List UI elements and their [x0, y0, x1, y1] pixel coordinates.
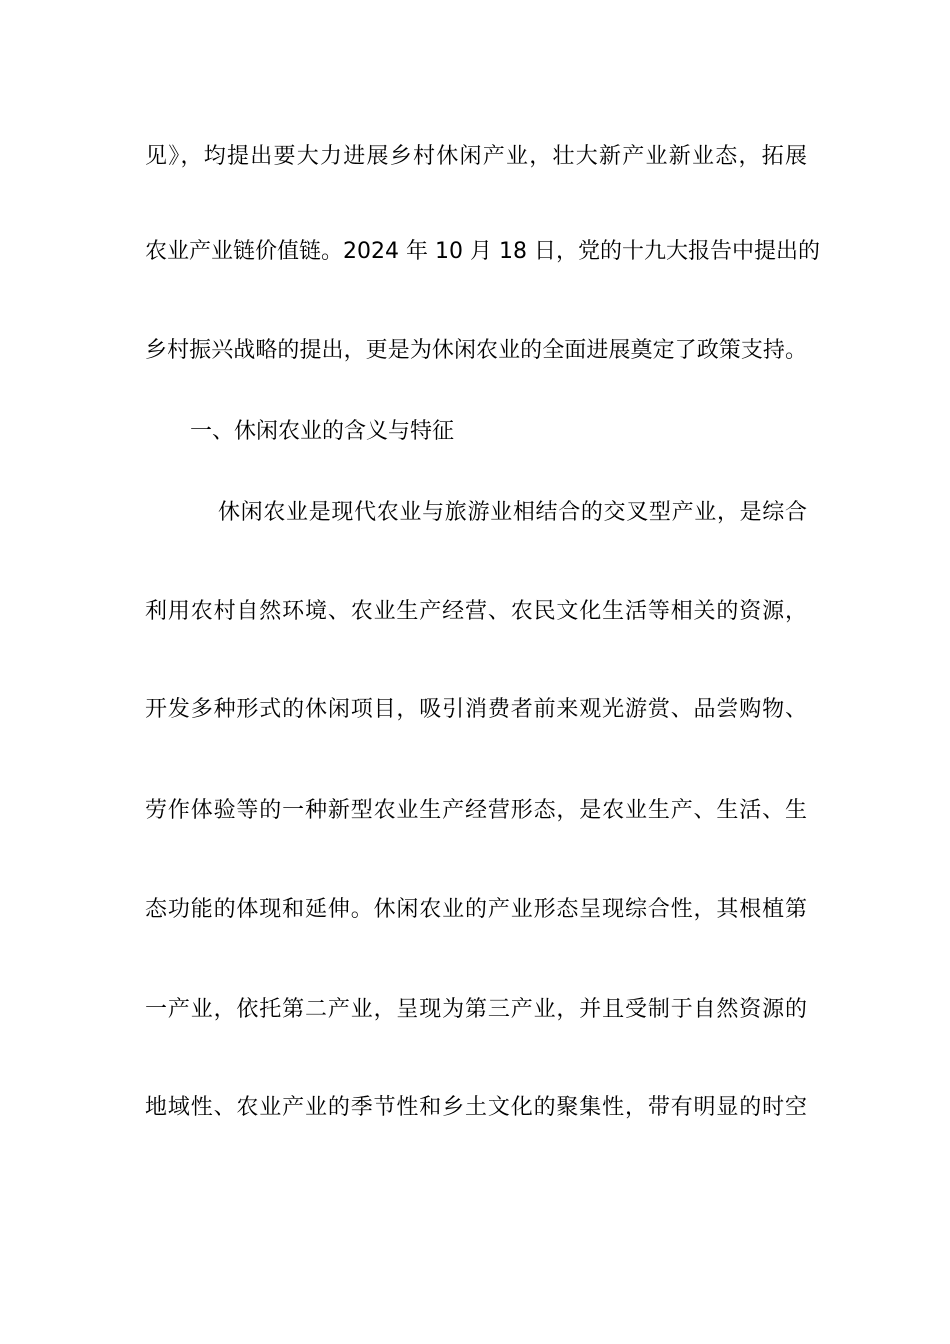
- paragraph-line: 休闲农业是现代农业与旅游业相结合的交叉型产业，是综合: [218, 500, 807, 525]
- paragraph-line: 地域性、农业产业的季节性和乡土文化的聚集性，带有明显的时空: [145, 1095, 807, 1120]
- paragraph-line: 劳作体验等的一种新型农业生产经营形态，是农业生产、生活、生: [145, 798, 807, 823]
- paragraph-line: 农业产业链价值链。2024 年 10 月 18 日，党的十九大报告中提出的: [145, 239, 820, 264]
- paragraph-line: 利用农村自然环境、农业生产经营、农民文化生活等相关的资源，: [145, 599, 807, 624]
- paragraph-line: 一产业，依托第二产业，呈现为第三产业，并且受制于自然资源的: [145, 997, 807, 1022]
- paragraph-line: 开发多种形式的休闲项目，吸引消费者前来观光游赏、品尝购物、: [145, 697, 807, 722]
- paragraph-line: 见》，均提出要大力进展乡村休闲产业，壮大新产业新业态，拓展: [145, 144, 807, 169]
- section-heading: 一、休闲农业的含义与特征: [190, 419, 455, 444]
- paragraph-line: 态功能的体现和延伸。休闲农业的产业形态呈现综合性，其根植第: [145, 897, 807, 922]
- paragraph-line: 乡村振兴战略的提出，更是为休闲农业的全面进展奠定了政策支持。: [145, 338, 807, 363]
